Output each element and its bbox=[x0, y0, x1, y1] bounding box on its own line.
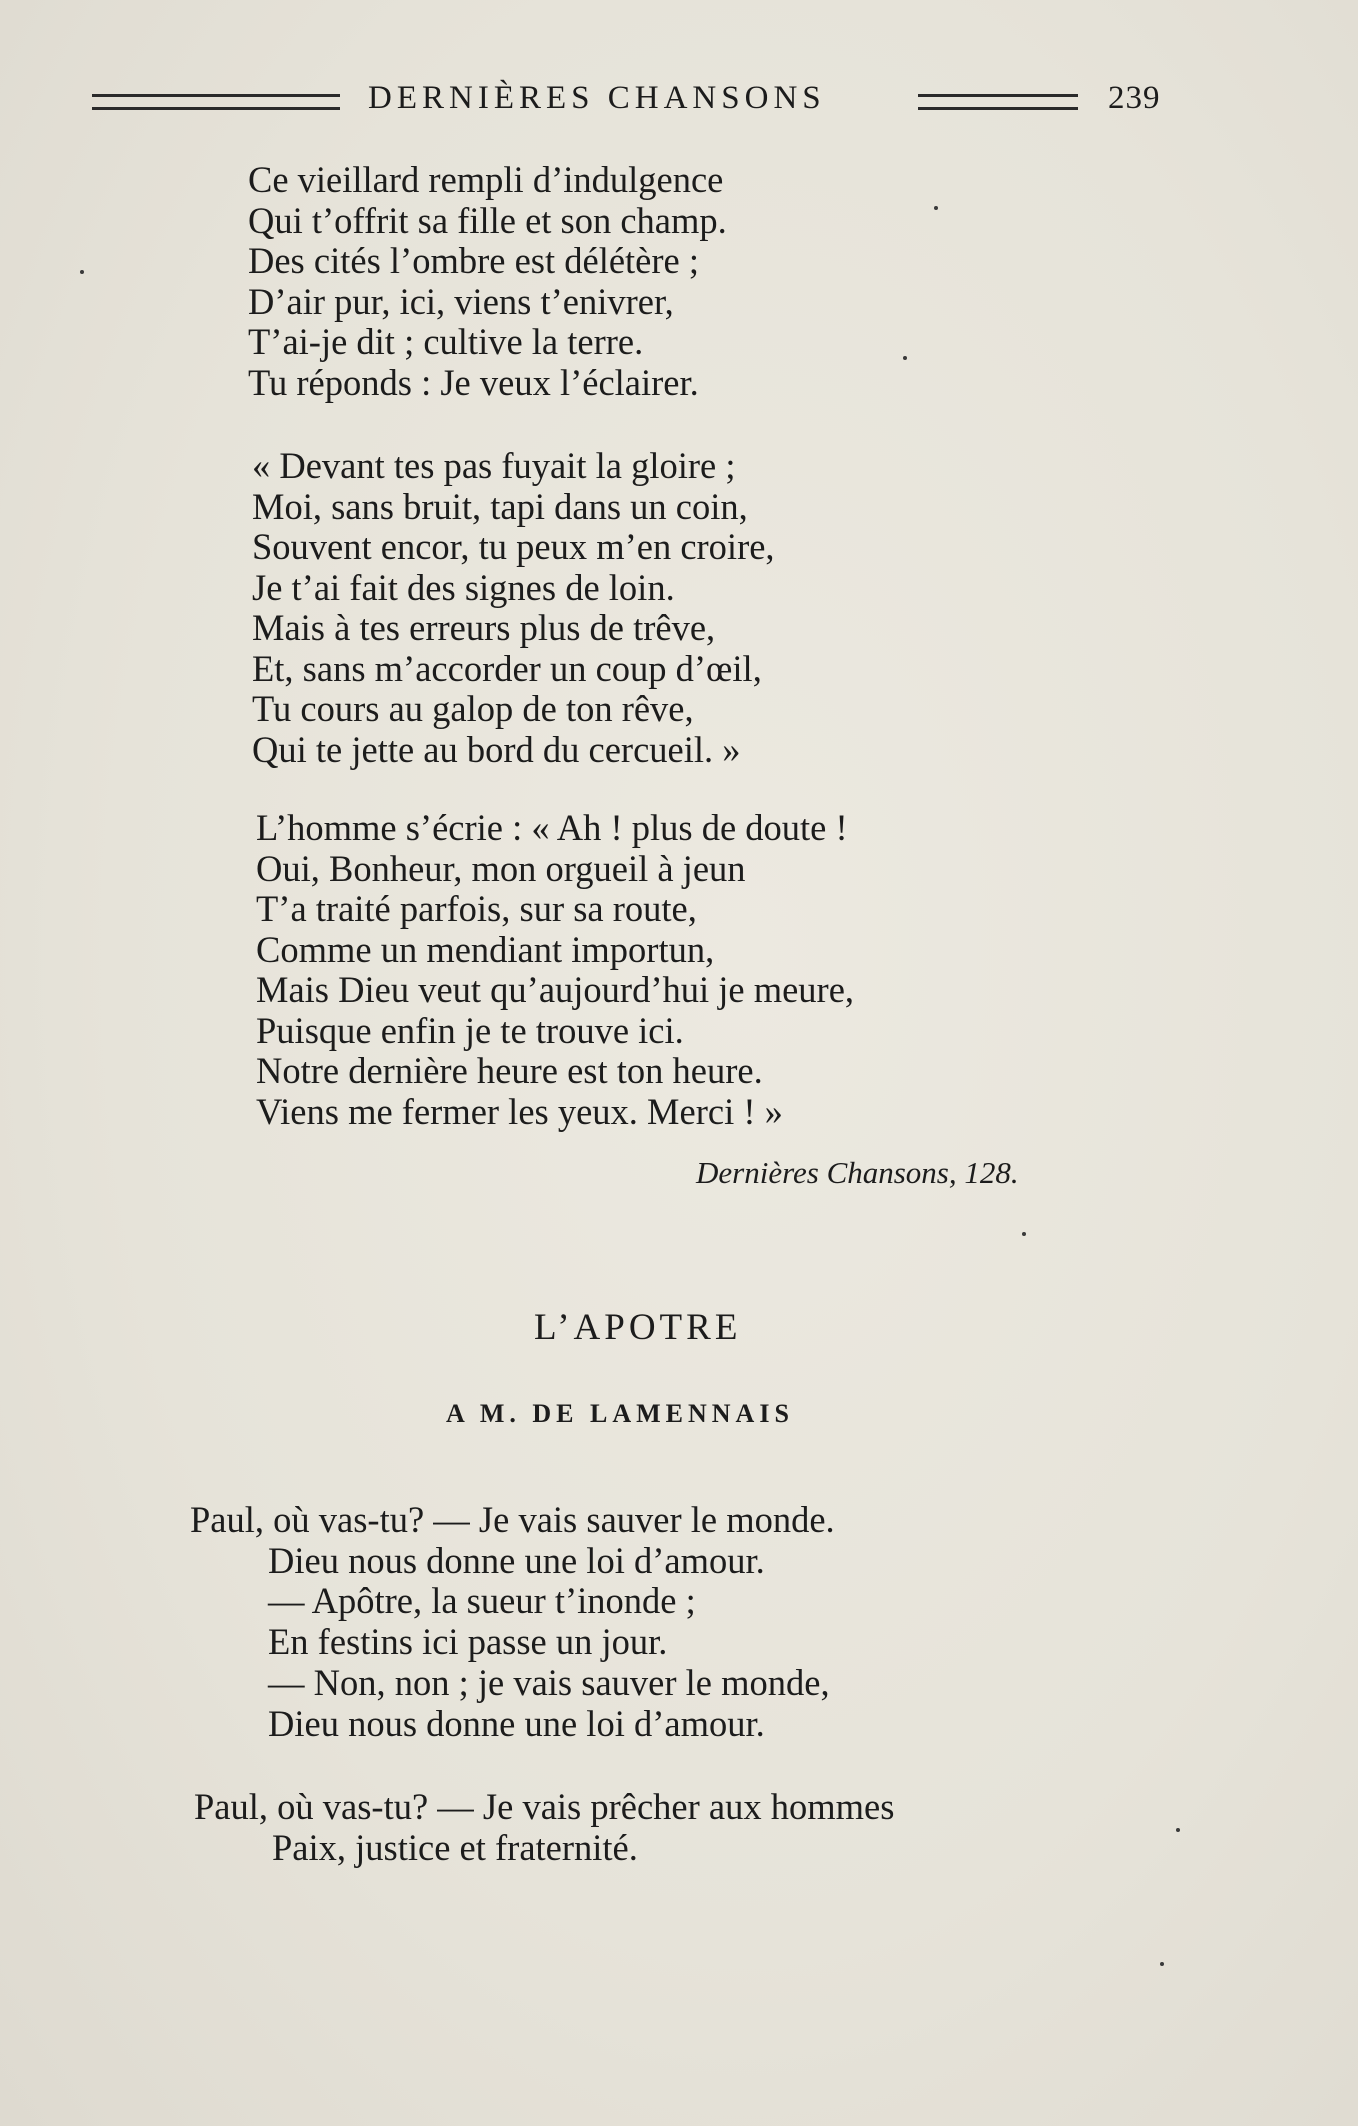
poem-title: L’APOTRE bbox=[534, 1307, 742, 1348]
verse-line: Dieu nous donne une loi d’amour. bbox=[268, 1539, 765, 1581]
stanza-3 bbox=[256, 808, 854, 1132]
paper-speck bbox=[80, 270, 84, 274]
verse-line: Qui t’offrit sa fille et son champ. bbox=[248, 199, 727, 241]
header-rule-left bbox=[92, 94, 340, 110]
paper-speck bbox=[1176, 1828, 1180, 1832]
verse-line: Notre dernière heure est ton heure. bbox=[256, 1050, 763, 1091]
verse-line: Dieu nous donne une loi d’amour. bbox=[268, 1702, 765, 1744]
verse-line: L’homme s’écrie : « Ah ! plus de doute ! bbox=[256, 807, 848, 848]
paper-speck bbox=[1022, 1232, 1026, 1236]
verse-line: Paix, justice et fraternité. bbox=[272, 1826, 638, 1868]
verse-line: Je t’ai fait des signes de loin. bbox=[252, 566, 675, 608]
verse-line: D’air pur, ici, viens t’enivrer, bbox=[248, 280, 674, 322]
verse-line: En festins ici passe un jour. bbox=[268, 1621, 668, 1663]
stanza-1 bbox=[248, 160, 727, 403]
verse-line: T’ai-je dit ; cultive la terre. bbox=[248, 321, 644, 362]
paper-speck bbox=[903, 356, 907, 360]
verse-line: Oui, Bonheur, mon orgueil à jeun bbox=[256, 847, 746, 889]
verse-line: Paul, où vas-tu? — Je vais sauver le monde. bbox=[190, 1499, 835, 1540]
verse-line: — Non, non ; je vais sauver le monde, bbox=[268, 1661, 830, 1703]
verse-line: Tu cours au galop de ton rêve, bbox=[252, 688, 694, 729]
source-citation: Dernières Chansons, 128. bbox=[696, 1155, 1019, 1190]
page-number: 239 bbox=[1108, 80, 1161, 116]
verse-line: — Apôtre, la sueur t’inonde ; bbox=[268, 1580, 696, 1622]
verse-line: Ce vieillard rempli d’indulgence bbox=[248, 159, 724, 200]
verse-line: Mais à tes erreurs plus de trêve, bbox=[252, 607, 716, 648]
verse-line: Souvent encor, tu peux m’en croire, bbox=[252, 526, 775, 567]
verse-line: T’a traité parfois, sur sa route, bbox=[256, 888, 697, 929]
paper-speck bbox=[1160, 1962, 1164, 1966]
verse-line: Mais Dieu veut qu’aujourd’hui je meure, bbox=[256, 969, 855, 1010]
poem-verse-2 bbox=[194, 1787, 894, 1868]
verse-line: Puisque enfin je te trouve ici. bbox=[256, 1009, 684, 1051]
verse-line: Qui te jette au bord du cercueil. » bbox=[252, 728, 741, 770]
verse-line: Comme un mendiant importun, bbox=[256, 928, 715, 970]
poem-dedication: A M. DE LAMENNAIS bbox=[446, 1399, 794, 1428]
verse-line: Paul, où vas-tu? — Je vais prêcher aux hommes bbox=[194, 1786, 895, 1827]
poem-verse-1 bbox=[190, 1500, 835, 1744]
verse-line: Et, sans m’accorder un coup d’œil, bbox=[252, 647, 762, 689]
stanza-2 bbox=[252, 446, 775, 770]
verse-line: « Devant tes pas fuyait la gloire ; bbox=[252, 445, 736, 486]
running-head bbox=[92, 80, 1172, 124]
verse-line: Moi, sans bruit, tapi dans un coin, bbox=[252, 485, 748, 527]
verse-line: Des cités l’ombre est délétère ; bbox=[248, 240, 699, 281]
verse-line: Viens me fermer les yeux. Merci ! » bbox=[256, 1090, 783, 1132]
verse-line: Tu réponds : Je veux l’éclairer. bbox=[248, 361, 699, 403]
header-rule-right bbox=[918, 94, 1078, 110]
running-title: DERNIÈRES CHANSONS bbox=[368, 80, 826, 116]
paper-speck bbox=[934, 206, 938, 210]
